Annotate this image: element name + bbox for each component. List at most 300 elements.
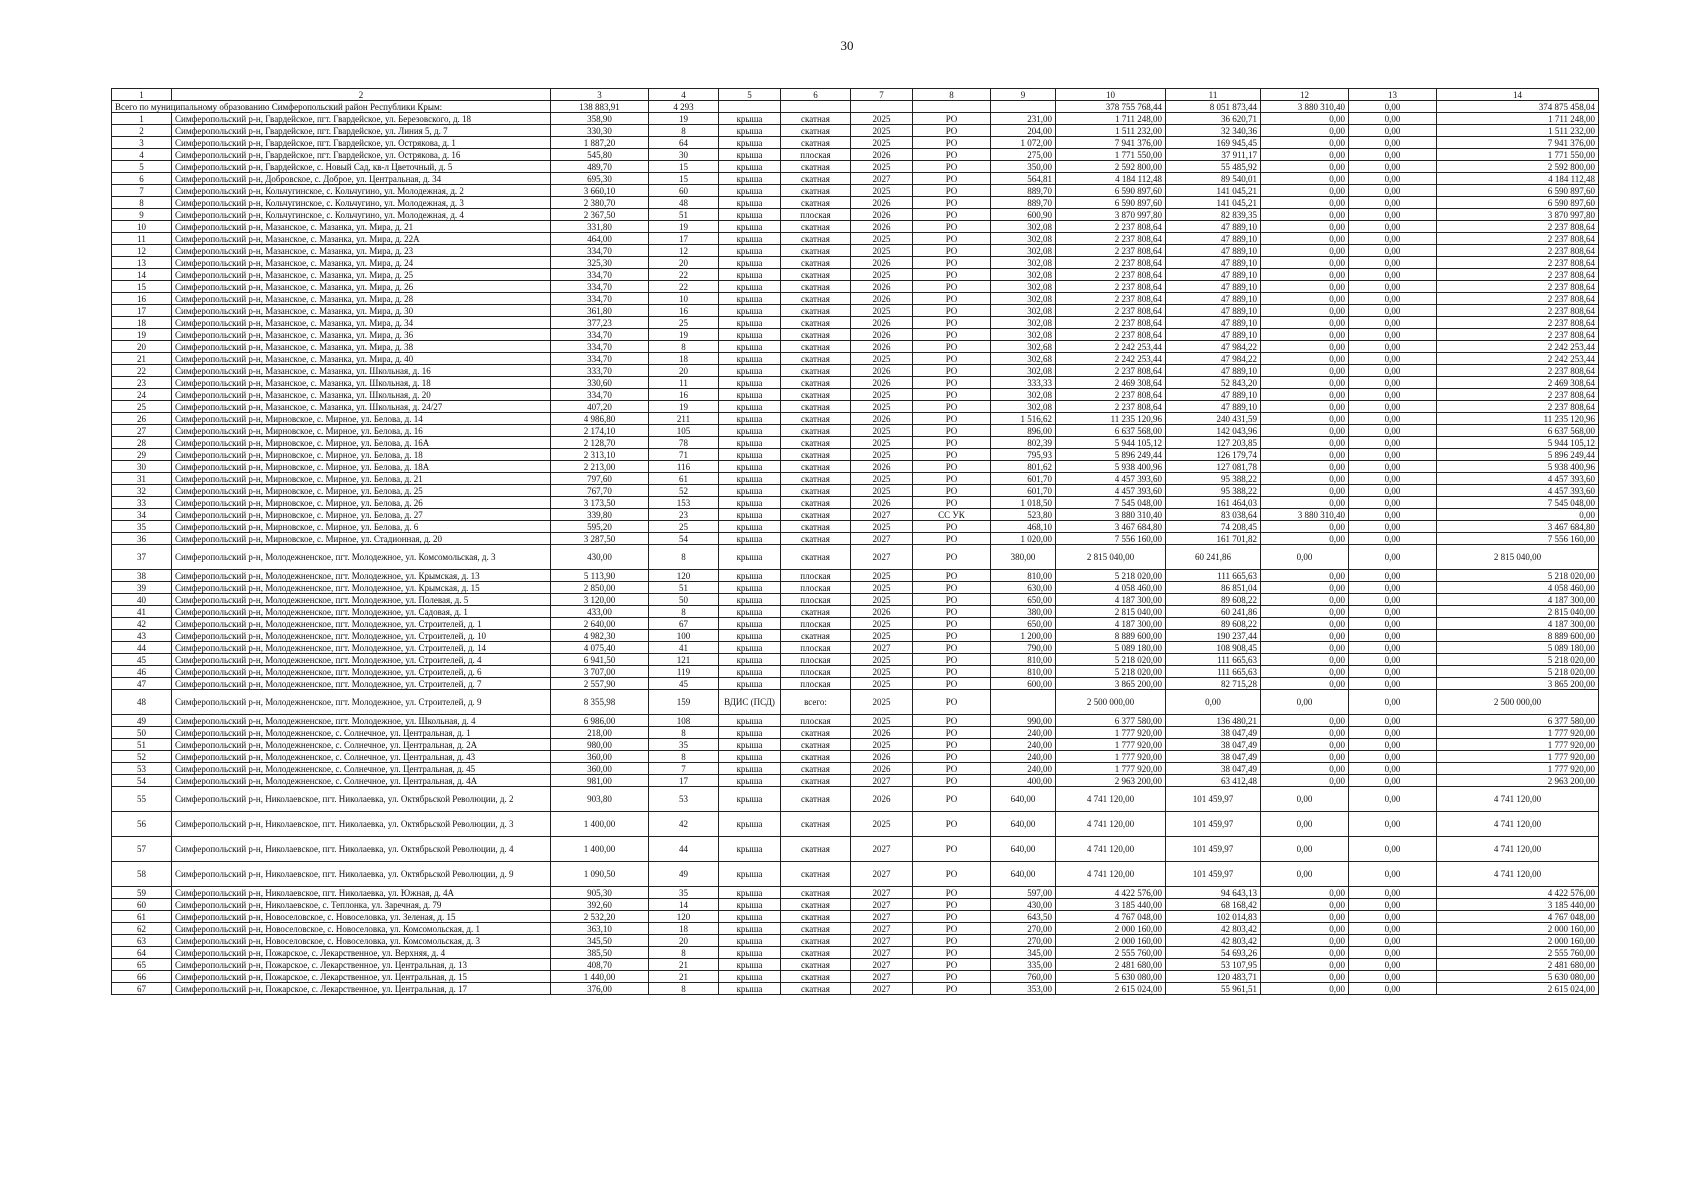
table-row [112,642,1599,654]
cell-col14: 2 237 808,64 [1437,281,1599,293]
cell-residents: 159 [649,690,719,715]
cell-row-number: 19 [112,329,172,341]
cell-year: 2026 [851,377,913,389]
header-col-6: 6 [781,89,851,101]
header-col-8: 8 [913,89,991,101]
cell-area: 363,10 [551,923,649,935]
cell-residents: 16 [649,305,719,317]
cell-funding: РО [913,401,991,413]
cell-residents: 8 [649,751,719,763]
table-row [112,666,1599,678]
cell-area: 1 090,50 [551,862,649,887]
cell-roof-type: скатная [781,485,851,497]
cell-col14: 2 469 308,64 [1437,377,1599,389]
cell-row-number: 54 [112,775,172,787]
cell-address: Симферопольский р-н, Молодежненское, с. Солнечное, ул. Центральная, д. 2А [172,739,551,751]
cell-col12: 0,00 [1261,570,1349,582]
cell-funding: РО [913,763,991,775]
cell-address: Симферопольский р-н, Мазанское, с. Мазанка, ул. Мира, д. 30 [172,305,551,317]
cell-col14: 0,00 [1437,509,1599,521]
cell-col13: 0,00 [1349,618,1437,630]
cell-roof-type: скатная [781,533,851,545]
cell-address: Симферопольский р-н, Новоселовское, с. Новоселовка, ул. Комсомольская, д. 3 [172,935,551,947]
cell-year: 2025 [851,437,913,449]
table-row [112,947,1599,959]
cell-row-number: 48 [112,690,172,715]
cell-col13: 0,00 [1349,715,1437,727]
cell-roof-type: скатная [781,293,851,305]
cell-cost: 5 218 020,00 [1056,654,1166,666]
cell-col11: 136 480,21 [1166,715,1261,727]
cell-funding: РО [913,281,991,293]
cell-col13: 0,00 [1349,125,1437,137]
cell-cost: 11 235 120,96 [1056,413,1166,425]
cell-address: Симферопольский р-н, Молодежненское, пгт. Молодежное, ул. Крымская, д. 13 [172,570,551,582]
cell-col14: 3 865 200,00 [1437,678,1599,690]
table-row [112,594,1599,606]
cell-work-type: крыша [719,837,781,862]
cell-row-number: 56 [112,812,172,837]
cell-residents: 15 [649,161,719,173]
table-row [112,233,1599,245]
cell-col13: 0,00 [1349,209,1437,221]
cell-area: 4 982,30 [551,630,649,642]
cell-funding: РО [913,461,991,473]
header-col-2: 2 [172,89,551,101]
cell-col12: 0,00 [1261,161,1349,173]
cell-address: Симферопольский р-н, Мазанское, с. Мазанка, ул. Школьная, д. 16 [172,365,551,377]
cell-year: 2025 [851,485,913,497]
cell-funding: РО [913,305,991,317]
cell-roof-type: скатная [781,727,851,739]
cell-col14: 7 941 376,00 [1437,137,1599,149]
cell-residents: 11 [649,377,719,389]
cell-col12: 0,00 [1261,341,1349,353]
cell-col12: 0,00 [1261,812,1349,837]
table-row [112,521,1599,533]
cell-area: 903,80 [551,787,649,812]
cell-area: 2 313,10 [551,449,649,461]
cell-residents: 64 [649,137,719,149]
cell-year: 2026 [851,763,913,775]
total-col5 [719,101,781,113]
cell-col14: 11 235 120,96 [1437,413,1599,425]
cell-funding: РО [913,947,991,959]
cell-row-number: 64 [112,947,172,959]
cell-col11: 142 043,96 [1166,425,1261,437]
table-row [112,812,1599,837]
cell-col11: 108 908,45 [1166,642,1261,654]
cell-area: 330,60 [551,377,649,389]
cell-work-type: крыша [719,257,781,269]
cell-address: Симферопольский р-н, Мазанское, с. Мазанка, ул. Мира, д. 28 [172,293,551,305]
cell-row-number: 43 [112,630,172,642]
cell-cost: 3 865 200,00 [1056,678,1166,690]
table-row [112,911,1599,923]
cell-col13: 0,00 [1349,197,1437,209]
cell-row-number: 20 [112,341,172,353]
cell-residents: 121 [649,654,719,666]
cell-col12: 0,00 [1261,947,1349,959]
cell-cost: 2 963 200,00 [1056,775,1166,787]
cell-col11: 52 843,20 [1166,377,1261,389]
cell-address: Симферопольский р-н, Мазанское, с. Мазанка, ул. Школьная, д. 24/27 [172,401,551,413]
cell-col11: 111 665,63 [1166,654,1261,666]
cell-address: Симферопольский р-н, Мазанское, с. Мазанка, ул. Мира, д. 22А [172,233,551,245]
cell-col11: 82 839,35 [1166,209,1261,221]
cell-volume: 302,08 [991,281,1056,293]
cell-volume: 601,70 [991,473,1056,485]
cell-roof-type: плоская [781,678,851,690]
cell-col14: 5 218 020,00 [1437,666,1599,678]
cell-col14: 2 242 253,44 [1437,353,1599,365]
cell-cost: 2 237 808,64 [1056,245,1166,257]
cell-row-number: 55 [112,787,172,812]
cell-col11: 74 208,45 [1166,521,1261,533]
cell-cost: 1 777 920,00 [1056,739,1166,751]
cell-row-number: 51 [112,739,172,751]
cell-roof-type: скатная [781,787,851,812]
table-row [112,269,1599,281]
cell-roof-type: скатная [781,497,851,509]
cell-area: 5 113,90 [551,570,649,582]
cell-col13: 0,00 [1349,678,1437,690]
cell-address: Симферопольский р-н, Мазанское, с. Мазанка, ул. Школьная, д. 18 [172,377,551,389]
cell-address: Симферопольский р-н, Пожарское, с. Лекарственное, ул. Центральная, д. 15 [172,971,551,983]
cell-work-type: крыша [719,233,781,245]
cell-volume: 640,00 [991,787,1056,812]
cell-year: 2025 [851,594,913,606]
cell-address: Симферопольский р-н, Молодежненское, пгт. Молодежное, ул. Школьная, д. 4 [172,715,551,727]
cell-col11: 89 608,22 [1166,594,1261,606]
cell-col13: 0,00 [1349,787,1437,812]
cell-work-type: крыша [719,715,781,727]
cell-address: Симферопольский р-н, Мирновское, с. Мирное, ул. Белова, д. 26 [172,497,551,509]
cell-year: 2025 [851,401,913,413]
cell-col12: 0,00 [1261,606,1349,618]
cell-area: 545,80 [551,149,649,161]
cell-volume: 564,81 [991,173,1056,185]
header-row [112,89,1599,101]
cell-funding: РО [913,233,991,245]
cell-roof-type: скатная [781,137,851,149]
cell-funding: РО [913,545,991,570]
cell-work-type: крыша [719,763,781,775]
cell-year: 2027 [851,509,913,521]
cell-funding: РО [913,185,991,197]
cell-area: 2 532,20 [551,911,649,923]
cell-area: 2 557,90 [551,678,649,690]
total-col7 [851,101,913,113]
cell-row-number: 6 [112,173,172,185]
cell-col11: 101 459,97 [1166,837,1261,862]
cell-roof-type: скатная [781,751,851,763]
cell-residents: 35 [649,739,719,751]
cell-work-type: крыша [719,497,781,509]
cell-col12: 0,00 [1261,221,1349,233]
cell-col13: 0,00 [1349,317,1437,329]
cell-year: 2027 [851,533,913,545]
table-row [112,389,1599,401]
cell-volume: 1 020,00 [991,533,1056,545]
cell-row-number: 60 [112,899,172,911]
cell-col13: 0,00 [1349,887,1437,899]
cell-work-type: крыша [719,461,781,473]
cell-col14: 1 711 248,00 [1437,113,1599,125]
cell-col11: 161 701,82 [1166,533,1261,545]
cell-volume: 345,00 [991,947,1056,959]
cell-volume: 1 516,62 [991,413,1056,425]
cell-cost: 4 741 120,00 [1056,837,1166,862]
cell-address: Симферопольский р-н, Кольчугинское, с. Кольчугино, ул. Молодежная, д. 2 [172,185,551,197]
cell-work-type: крыша [719,678,781,690]
cell-cost: 5 218 020,00 [1056,570,1166,582]
cell-volume: 760,00 [991,971,1056,983]
cell-year: 2026 [851,461,913,473]
cell-area: 2 380,70 [551,197,649,209]
cell-volume: 810,00 [991,666,1056,678]
cell-col13: 0,00 [1349,923,1437,935]
cell-roof-type: скатная [781,161,851,173]
cell-volume: 302,08 [991,221,1056,233]
cell-residents: 51 [649,582,719,594]
total-col12: 3 880 310,40 [1261,101,1349,113]
cell-address: Симферопольский р-н, Николаевское, пгт. Николаевка, ул. Южная, д. 4А [172,887,551,899]
cell-area: 2 174,10 [551,425,649,437]
program-table [111,88,1599,995]
cell-funding: РО [913,173,991,185]
cell-year: 2025 [851,425,913,437]
cell-year: 2027 [851,923,913,935]
page-number: 30 [840,38,854,53]
cell-col12: 0,00 [1261,618,1349,630]
cell-year: 2025 [851,449,913,461]
cell-work-type: крыша [719,245,781,257]
cell-col14: 8 889 600,00 [1437,630,1599,642]
cell-area: 980,00 [551,739,649,751]
cell-col14: 4 741 120,00 [1437,812,1599,837]
cell-residents: 78 [649,437,719,449]
table-row [112,341,1599,353]
cell-volume: 889,70 [991,185,1056,197]
total-col9 [991,101,1056,113]
table-row [112,425,1599,437]
cell-work-type: крыша [719,305,781,317]
cell-roof-type: скатная [781,606,851,618]
cell-year: 2025 [851,353,913,365]
cell-cost: 2 615 024,00 [1056,983,1166,995]
cell-row-number: 52 [112,751,172,763]
cell-funding: РО [913,197,991,209]
cell-cost: 2 237 808,64 [1056,389,1166,401]
cell-cost: 1 777 920,00 [1056,763,1166,775]
cell-work-type: крыша [719,365,781,377]
cell-row-number: 18 [112,317,172,329]
cell-volume: 350,00 [991,161,1056,173]
cell-col14: 2 237 808,64 [1437,293,1599,305]
cell-cost: 7 941 376,00 [1056,137,1166,149]
total-cost: 378 755 768,44 [1056,101,1166,113]
cell-col14: 5 218 020,00 [1437,654,1599,666]
cell-address: Симферопольский р-н, Мирновское, с. Мирное, ул. Стадионная, д. 20 [172,533,551,545]
header-col-5: 5 [719,89,781,101]
cell-col14: 4 741 120,00 [1437,787,1599,812]
table-row [112,185,1599,197]
cell-area: 345,50 [551,935,649,947]
cell-col12: 0,00 [1261,899,1349,911]
cell-address: Симферопольский р-н, Николаевское, с. Теплонка, ул. Заречная, д. 79 [172,899,551,911]
cell-volume: 597,00 [991,887,1056,899]
cell-col11: 38 047,49 [1166,739,1261,751]
cell-roof-type: скатная [781,185,851,197]
cell-col12: 0,00 [1261,197,1349,209]
cell-col11: 47 889,10 [1166,269,1261,281]
cell-col12: 0,00 [1261,473,1349,485]
cell-roof-type: скатная [781,269,851,281]
cell-area: 218,00 [551,727,649,739]
cell-col14: 4 457 393,60 [1437,485,1599,497]
table-row [112,690,1599,715]
header-col-9: 9 [991,89,1056,101]
cell-residents: 8 [649,341,719,353]
cell-funding: РО [913,837,991,862]
cell-volume: 302,08 [991,401,1056,413]
cell-col12: 0,00 [1261,257,1349,269]
cell-address: Симферопольский р-н, Мирновское, с. Мирное, ул. Белова, д. 6 [172,521,551,533]
table-row [112,221,1599,233]
cell-funding: РО [913,389,991,401]
cell-row-number: 65 [112,959,172,971]
cell-col12: 0,00 [1261,317,1349,329]
cell-roof-type: скатная [781,971,851,983]
table-row [112,787,1599,812]
cell-residents: 20 [649,935,719,947]
cell-year: 2025 [851,125,913,137]
cell-col12: 0,00 [1261,763,1349,775]
cell-cost: 2 815 040,00 [1056,606,1166,618]
cell-col14: 1 777 920,00 [1437,763,1599,775]
cell-work-type: крыша [719,317,781,329]
cell-col12: 0,00 [1261,125,1349,137]
cell-col12: 0,00 [1261,425,1349,437]
cell-col13: 0,00 [1349,161,1437,173]
cell-col14: 2 481 680,00 [1437,959,1599,971]
cell-area: 334,70 [551,293,649,305]
cell-funding: РО [913,775,991,787]
cell-area: 360,00 [551,751,649,763]
cell-cost: 5 630 080,00 [1056,971,1166,983]
cell-area: 377,23 [551,317,649,329]
cell-address: Симферопольский р-н, Мазанское, с. Мазанка, ул. Мира, д. 26 [172,281,551,293]
cell-cost: 3 870 997,80 [1056,209,1166,221]
table-row [112,570,1599,582]
cell-residents: 12 [649,245,719,257]
cell-address: Симферопольский р-н, Мирновское, с. Мирное, ул. Белова, д. 16 [172,425,551,437]
cell-col14: 2 500 000,00 [1437,690,1599,715]
cell-row-number: 46 [112,666,172,678]
cell-col14: 2 000 160,00 [1437,935,1599,947]
cell-year: 2027 [851,935,913,947]
cell-col13: 0,00 [1349,413,1437,425]
cell-address: Симферопольский р-н, Гвардейское, пгт. Гвардейское, ул. Березовского, д. 18 [172,113,551,125]
cell-address: Симферопольский р-н, Молодежненское, с. Солнечное, ул. Центральная, д. 43 [172,751,551,763]
cell-year: 2025 [851,113,913,125]
cell-address: Симферопольский р-н, Мирновское, с. Мирное, ул. Белова, д. 16А [172,437,551,449]
cell-col13: 0,00 [1349,983,1437,995]
cell-col11: 126 179,74 [1166,449,1261,461]
cell-area: 1 887,20 [551,137,649,149]
cell-row-number: 66 [112,971,172,983]
cell-col11: 47 889,10 [1166,365,1261,377]
header-col-1: 1 [112,89,172,101]
cell-col13: 0,00 [1349,257,1437,269]
cell-row-number: 34 [112,509,172,521]
cell-col13: 0,00 [1349,690,1437,715]
cell-cost: 6 590 897,60 [1056,197,1166,209]
cell-col13: 0,00 [1349,582,1437,594]
cell-col12: 0,00 [1261,521,1349,533]
cell-residents: 119 [649,666,719,678]
cell-residents: 18 [649,923,719,935]
cell-roof-type: скатная [781,425,851,437]
total-col13: 0,00 [1349,101,1437,113]
cell-col13: 0,00 [1349,221,1437,233]
cell-row-number: 3 [112,137,172,149]
cell-residents: 30 [649,149,719,161]
cell-work-type: крыша [719,887,781,899]
cell-col13: 0,00 [1349,862,1437,887]
program-table-wrapper [111,88,1598,995]
cell-volume: 302,08 [991,389,1056,401]
cell-residents: 19 [649,221,719,233]
cell-col11: 86 851,04 [1166,582,1261,594]
cell-col12: 0,00 [1261,983,1349,995]
cell-col11: 38 047,49 [1166,751,1261,763]
cell-col13: 0,00 [1349,545,1437,570]
cell-roof-type: скатная [781,887,851,899]
cell-work-type: крыша [719,935,781,947]
cell-volume: 231,00 [991,113,1056,125]
cell-address: Симферопольский р-н, Молодежненское, пгт. Молодежное, ул. Строителей, д. 6 [172,666,551,678]
cell-col14: 3 467 684,80 [1437,521,1599,533]
table-row [112,727,1599,739]
cell-area: 4 986,80 [551,413,649,425]
cell-volume: 204,00 [991,125,1056,137]
cell-funding: РО [913,739,991,751]
cell-col12: 0,00 [1261,533,1349,545]
cell-address: Симферопольский р-н, Мазанское, с. Мазанка, ул. Мира, д. 40 [172,353,551,365]
cell-col14: 2 963 200,00 [1437,775,1599,787]
cell-year: 2026 [851,209,913,221]
cell-roof-type: скатная [781,221,851,233]
cell-area: 595,20 [551,521,649,533]
cell-row-number: 30 [112,461,172,473]
cell-volume: 640,00 [991,837,1056,862]
cell-residents: 19 [649,329,719,341]
cell-area: 334,70 [551,329,649,341]
cell-col11: 54 693,26 [1166,947,1261,959]
cell-col14: 4 767 048,00 [1437,911,1599,923]
cell-roof-type: скатная [781,947,851,959]
cell-work-type: крыша [719,642,781,654]
cell-roof-type: плоская [781,582,851,594]
cell-col11: 101 459,97 [1166,862,1261,887]
cell-work-type: крыша [719,329,781,341]
cell-col12: 0,00 [1261,751,1349,763]
cell-work-type: крыша [719,113,781,125]
cell-address: Симферопольский р-н, Мазанское, с. Мазанка, ул. Мира, д. 36 [172,329,551,341]
cell-residents: 7 [649,763,719,775]
